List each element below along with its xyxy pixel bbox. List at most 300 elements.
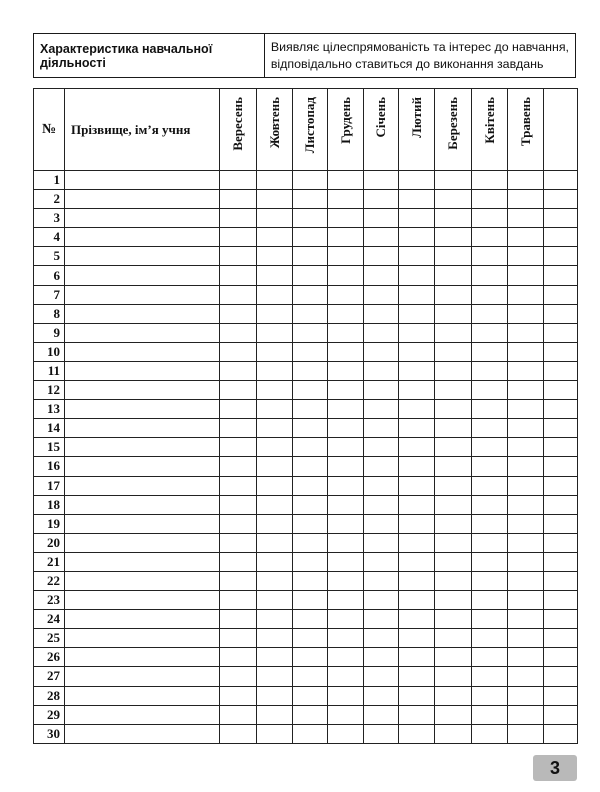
month-cell[interactable] bbox=[399, 552, 435, 571]
month-cell[interactable] bbox=[435, 323, 472, 342]
month-cell[interactable] bbox=[544, 648, 578, 667]
month-cell[interactable] bbox=[364, 419, 399, 438]
student-name-cell[interactable] bbox=[65, 323, 220, 342]
month-cell[interactable] bbox=[293, 438, 328, 457]
month-cell[interactable] bbox=[399, 610, 435, 629]
month-cell[interactable] bbox=[544, 514, 578, 533]
student-name-cell[interactable] bbox=[65, 171, 220, 190]
month-cell[interactable] bbox=[364, 724, 399, 743]
month-cell[interactable] bbox=[508, 610, 544, 629]
month-cell[interactable] bbox=[472, 266, 508, 285]
month-cell[interactable] bbox=[257, 171, 293, 190]
month-cell[interactable] bbox=[435, 667, 472, 686]
student-name-cell[interactable] bbox=[65, 304, 220, 323]
student-name-cell[interactable] bbox=[65, 724, 220, 743]
month-cell[interactable] bbox=[472, 705, 508, 724]
month-cell[interactable] bbox=[399, 381, 435, 400]
month-cell[interactable] bbox=[399, 438, 435, 457]
month-cell[interactable] bbox=[472, 686, 508, 705]
month-cell[interactable] bbox=[399, 171, 435, 190]
month-cell[interactable] bbox=[435, 495, 472, 514]
month-cell[interactable] bbox=[257, 361, 293, 380]
month-cell[interactable] bbox=[544, 190, 578, 209]
month-cell[interactable] bbox=[508, 190, 544, 209]
student-name-cell[interactable] bbox=[65, 514, 220, 533]
month-cell[interactable] bbox=[544, 438, 578, 457]
month-cell[interactable] bbox=[435, 342, 472, 361]
month-cell[interactable] bbox=[364, 438, 399, 457]
student-name-cell[interactable] bbox=[65, 209, 220, 228]
month-cell[interactable] bbox=[257, 438, 293, 457]
month-cell[interactable] bbox=[472, 648, 508, 667]
month-cell[interactable] bbox=[435, 629, 472, 648]
month-cell[interactable] bbox=[220, 323, 257, 342]
month-cell[interactable] bbox=[508, 438, 544, 457]
month-cell[interactable] bbox=[293, 228, 328, 247]
month-cell[interactable] bbox=[364, 571, 399, 590]
month-cell[interactable] bbox=[328, 190, 364, 209]
student-name-cell[interactable] bbox=[65, 438, 220, 457]
month-cell[interactable] bbox=[328, 476, 364, 495]
month-cell[interactable] bbox=[472, 247, 508, 266]
month-cell[interactable] bbox=[472, 457, 508, 476]
month-cell[interactable] bbox=[293, 533, 328, 552]
month-cell[interactable] bbox=[328, 400, 364, 419]
student-name-cell[interactable] bbox=[65, 591, 220, 610]
month-cell[interactable] bbox=[472, 552, 508, 571]
month-cell[interactable] bbox=[472, 190, 508, 209]
month-cell[interactable] bbox=[220, 171, 257, 190]
month-cell[interactable] bbox=[293, 190, 328, 209]
month-cell[interactable] bbox=[257, 304, 293, 323]
month-cell[interactable] bbox=[293, 247, 328, 266]
month-cell[interactable] bbox=[399, 285, 435, 304]
month-cell[interactable] bbox=[293, 304, 328, 323]
month-cell[interactable] bbox=[472, 591, 508, 610]
month-cell[interactable] bbox=[544, 342, 578, 361]
month-cell[interactable] bbox=[435, 285, 472, 304]
month-cell[interactable] bbox=[399, 342, 435, 361]
month-cell[interactable] bbox=[508, 285, 544, 304]
month-cell[interactable] bbox=[472, 571, 508, 590]
month-cell[interactable] bbox=[435, 361, 472, 380]
month-cell[interactable] bbox=[399, 304, 435, 323]
month-cell[interactable] bbox=[328, 285, 364, 304]
month-cell[interactable] bbox=[508, 323, 544, 342]
month-cell[interactable] bbox=[544, 247, 578, 266]
student-name-cell[interactable] bbox=[65, 705, 220, 724]
month-cell[interactable] bbox=[257, 323, 293, 342]
month-cell[interactable] bbox=[544, 171, 578, 190]
month-cell[interactable] bbox=[293, 591, 328, 610]
student-name-cell[interactable] bbox=[65, 571, 220, 590]
month-cell[interactable] bbox=[328, 610, 364, 629]
month-cell[interactable] bbox=[220, 438, 257, 457]
student-name-cell[interactable] bbox=[65, 285, 220, 304]
month-cell[interactable] bbox=[328, 247, 364, 266]
month-cell[interactable] bbox=[472, 304, 508, 323]
month-cell[interactable] bbox=[257, 247, 293, 266]
month-cell[interactable] bbox=[508, 571, 544, 590]
month-cell[interactable] bbox=[399, 533, 435, 552]
month-cell[interactable] bbox=[435, 419, 472, 438]
month-cell[interactable] bbox=[508, 171, 544, 190]
month-cell[interactable] bbox=[544, 533, 578, 552]
month-cell[interactable] bbox=[472, 610, 508, 629]
month-cell[interactable] bbox=[220, 381, 257, 400]
month-cell[interactable] bbox=[399, 629, 435, 648]
month-cell[interactable] bbox=[435, 610, 472, 629]
month-cell[interactable] bbox=[364, 591, 399, 610]
month-cell[interactable] bbox=[257, 552, 293, 571]
month-cell[interactable] bbox=[220, 705, 257, 724]
month-cell[interactable] bbox=[257, 190, 293, 209]
month-cell[interactable] bbox=[257, 400, 293, 419]
student-name-cell[interactable] bbox=[65, 629, 220, 648]
month-cell[interactable] bbox=[328, 686, 364, 705]
month-cell[interactable] bbox=[257, 209, 293, 228]
student-name-cell[interactable] bbox=[65, 247, 220, 266]
month-cell[interactable] bbox=[508, 400, 544, 419]
month-cell[interactable] bbox=[508, 476, 544, 495]
month-cell[interactable] bbox=[399, 495, 435, 514]
month-cell[interactable] bbox=[399, 209, 435, 228]
month-cell[interactable] bbox=[472, 629, 508, 648]
month-cell[interactable] bbox=[435, 591, 472, 610]
month-cell[interactable] bbox=[364, 476, 399, 495]
month-cell[interactable] bbox=[293, 209, 328, 228]
month-cell[interactable] bbox=[257, 610, 293, 629]
month-cell[interactable] bbox=[508, 342, 544, 361]
month-cell[interactable] bbox=[257, 667, 293, 686]
month-cell[interactable] bbox=[220, 571, 257, 590]
month-cell[interactable] bbox=[328, 724, 364, 743]
month-cell[interactable] bbox=[435, 476, 472, 495]
month-cell[interactable] bbox=[435, 552, 472, 571]
month-cell[interactable] bbox=[399, 667, 435, 686]
month-cell[interactable] bbox=[544, 457, 578, 476]
month-cell[interactable] bbox=[364, 514, 399, 533]
month-cell[interactable] bbox=[328, 438, 364, 457]
student-name-cell[interactable] bbox=[65, 686, 220, 705]
month-cell[interactable] bbox=[472, 419, 508, 438]
month-cell[interactable] bbox=[508, 591, 544, 610]
month-cell[interactable] bbox=[435, 247, 472, 266]
month-cell[interactable] bbox=[508, 228, 544, 247]
month-cell[interactable] bbox=[472, 285, 508, 304]
student-name-cell[interactable] bbox=[65, 533, 220, 552]
month-cell[interactable] bbox=[508, 667, 544, 686]
month-cell[interactable] bbox=[364, 304, 399, 323]
month-cell[interactable] bbox=[472, 667, 508, 686]
month-cell[interactable] bbox=[399, 457, 435, 476]
month-cell[interactable] bbox=[472, 171, 508, 190]
month-cell[interactable] bbox=[220, 342, 257, 361]
month-cell[interactable] bbox=[435, 724, 472, 743]
month-cell[interactable] bbox=[257, 629, 293, 648]
month-cell[interactable] bbox=[544, 304, 578, 323]
month-cell[interactable] bbox=[257, 476, 293, 495]
month-cell[interactable] bbox=[544, 419, 578, 438]
month-cell[interactable] bbox=[399, 361, 435, 380]
month-cell[interactable] bbox=[399, 266, 435, 285]
month-cell[interactable] bbox=[293, 361, 328, 380]
month-cell[interactable] bbox=[293, 514, 328, 533]
month-cell[interactable] bbox=[257, 228, 293, 247]
month-cell[interactable] bbox=[508, 686, 544, 705]
month-cell[interactable] bbox=[472, 400, 508, 419]
month-cell[interactable] bbox=[328, 552, 364, 571]
month-cell[interactable] bbox=[220, 419, 257, 438]
month-cell[interactable] bbox=[508, 266, 544, 285]
month-cell[interactable] bbox=[257, 266, 293, 285]
month-cell[interactable] bbox=[435, 571, 472, 590]
month-cell[interactable] bbox=[257, 457, 293, 476]
month-cell[interactable] bbox=[472, 323, 508, 342]
month-cell[interactable] bbox=[257, 285, 293, 304]
month-cell[interactable] bbox=[544, 361, 578, 380]
month-cell[interactable] bbox=[293, 171, 328, 190]
month-cell[interactable] bbox=[399, 648, 435, 667]
month-cell[interactable] bbox=[544, 686, 578, 705]
month-cell[interactable] bbox=[508, 648, 544, 667]
student-name-cell[interactable] bbox=[65, 400, 220, 419]
month-cell[interactable] bbox=[220, 610, 257, 629]
month-cell[interactable] bbox=[364, 171, 399, 190]
month-cell[interactable] bbox=[399, 724, 435, 743]
month-cell[interactable] bbox=[435, 400, 472, 419]
month-cell[interactable] bbox=[293, 342, 328, 361]
month-cell[interactable] bbox=[435, 514, 472, 533]
month-cell[interactable] bbox=[257, 705, 293, 724]
month-cell[interactable] bbox=[399, 400, 435, 419]
student-name-cell[interactable] bbox=[65, 381, 220, 400]
student-name-cell[interactable] bbox=[65, 190, 220, 209]
month-cell[interactable] bbox=[508, 304, 544, 323]
month-cell[interactable] bbox=[399, 686, 435, 705]
month-cell[interactable] bbox=[328, 457, 364, 476]
month-cell[interactable] bbox=[435, 304, 472, 323]
month-cell[interactable] bbox=[328, 705, 364, 724]
student-name-cell[interactable] bbox=[65, 361, 220, 380]
month-cell[interactable] bbox=[399, 323, 435, 342]
month-cell[interactable] bbox=[364, 686, 399, 705]
month-cell[interactable] bbox=[399, 591, 435, 610]
month-cell[interactable] bbox=[364, 228, 399, 247]
month-cell[interactable] bbox=[399, 705, 435, 724]
month-cell[interactable] bbox=[472, 342, 508, 361]
month-cell[interactable] bbox=[472, 228, 508, 247]
month-cell[interactable] bbox=[472, 438, 508, 457]
month-cell[interactable] bbox=[328, 323, 364, 342]
month-cell[interactable] bbox=[293, 552, 328, 571]
month-cell[interactable] bbox=[293, 266, 328, 285]
month-cell[interactable] bbox=[293, 457, 328, 476]
month-cell[interactable] bbox=[399, 228, 435, 247]
month-cell[interactable] bbox=[435, 705, 472, 724]
month-cell[interactable] bbox=[508, 361, 544, 380]
month-cell[interactable] bbox=[293, 648, 328, 667]
month-cell[interactable] bbox=[508, 514, 544, 533]
month-cell[interactable] bbox=[364, 705, 399, 724]
month-cell[interactable] bbox=[544, 591, 578, 610]
month-cell[interactable] bbox=[220, 724, 257, 743]
month-cell[interactable] bbox=[220, 361, 257, 380]
month-cell[interactable] bbox=[220, 190, 257, 209]
month-cell[interactable] bbox=[544, 266, 578, 285]
student-name-cell[interactable] bbox=[65, 342, 220, 361]
month-cell[interactable] bbox=[508, 552, 544, 571]
month-cell[interactable] bbox=[435, 457, 472, 476]
month-cell[interactable] bbox=[293, 285, 328, 304]
month-cell[interactable] bbox=[220, 400, 257, 419]
month-cell[interactable] bbox=[220, 266, 257, 285]
month-cell[interactable] bbox=[435, 533, 472, 552]
month-cell[interactable] bbox=[364, 457, 399, 476]
student-name-cell[interactable] bbox=[65, 495, 220, 514]
month-cell[interactable] bbox=[364, 533, 399, 552]
month-cell[interactable] bbox=[364, 648, 399, 667]
month-cell[interactable] bbox=[508, 629, 544, 648]
month-cell[interactable] bbox=[328, 228, 364, 247]
month-cell[interactable] bbox=[328, 629, 364, 648]
month-cell[interactable] bbox=[293, 476, 328, 495]
month-cell[interactable] bbox=[472, 476, 508, 495]
month-cell[interactable] bbox=[293, 381, 328, 400]
month-cell[interactable] bbox=[364, 667, 399, 686]
month-cell[interactable] bbox=[472, 361, 508, 380]
month-cell[interactable] bbox=[220, 495, 257, 514]
month-cell[interactable] bbox=[220, 209, 257, 228]
month-cell[interactable] bbox=[293, 495, 328, 514]
month-cell[interactable] bbox=[220, 648, 257, 667]
month-cell[interactable] bbox=[220, 667, 257, 686]
month-cell[interactable] bbox=[364, 381, 399, 400]
month-cell[interactable] bbox=[364, 190, 399, 209]
month-cell[interactable] bbox=[399, 514, 435, 533]
month-cell[interactable] bbox=[544, 381, 578, 400]
month-cell[interactable] bbox=[220, 304, 257, 323]
month-cell[interactable] bbox=[328, 571, 364, 590]
month-cell[interactable] bbox=[508, 457, 544, 476]
month-cell[interactable] bbox=[508, 209, 544, 228]
month-cell[interactable] bbox=[257, 419, 293, 438]
student-name-cell[interactable] bbox=[65, 648, 220, 667]
month-cell[interactable] bbox=[435, 381, 472, 400]
month-cell[interactable] bbox=[472, 209, 508, 228]
month-cell[interactable] bbox=[328, 533, 364, 552]
month-cell[interactable] bbox=[364, 209, 399, 228]
month-cell[interactable] bbox=[220, 476, 257, 495]
month-cell[interactable] bbox=[544, 323, 578, 342]
month-cell[interactable] bbox=[435, 190, 472, 209]
month-cell[interactable] bbox=[399, 247, 435, 266]
month-cell[interactable] bbox=[544, 228, 578, 247]
month-cell[interactable] bbox=[364, 610, 399, 629]
month-cell[interactable] bbox=[257, 591, 293, 610]
month-cell[interactable] bbox=[220, 686, 257, 705]
month-cell[interactable] bbox=[508, 495, 544, 514]
student-name-cell[interactable] bbox=[65, 610, 220, 629]
month-cell[interactable] bbox=[544, 667, 578, 686]
month-cell[interactable] bbox=[293, 571, 328, 590]
month-cell[interactable] bbox=[508, 705, 544, 724]
month-cell[interactable] bbox=[220, 285, 257, 304]
month-cell[interactable] bbox=[328, 381, 364, 400]
month-cell[interactable] bbox=[364, 400, 399, 419]
month-cell[interactable] bbox=[293, 667, 328, 686]
month-cell[interactable] bbox=[328, 304, 364, 323]
month-cell[interactable] bbox=[328, 419, 364, 438]
month-cell[interactable] bbox=[544, 285, 578, 304]
month-cell[interactable] bbox=[328, 591, 364, 610]
month-cell[interactable] bbox=[364, 323, 399, 342]
month-cell[interactable] bbox=[328, 266, 364, 285]
month-cell[interactable] bbox=[435, 648, 472, 667]
month-cell[interactable] bbox=[544, 705, 578, 724]
month-cell[interactable] bbox=[328, 361, 364, 380]
student-name-cell[interactable] bbox=[65, 457, 220, 476]
month-cell[interactable] bbox=[220, 228, 257, 247]
month-cell[interactable] bbox=[328, 648, 364, 667]
student-name-cell[interactable] bbox=[65, 266, 220, 285]
month-cell[interactable] bbox=[472, 495, 508, 514]
month-cell[interactable] bbox=[544, 629, 578, 648]
student-name-cell[interactable] bbox=[65, 228, 220, 247]
month-cell[interactable] bbox=[364, 247, 399, 266]
month-cell[interactable] bbox=[508, 724, 544, 743]
month-cell[interactable] bbox=[257, 514, 293, 533]
month-cell[interactable] bbox=[435, 171, 472, 190]
month-cell[interactable] bbox=[364, 552, 399, 571]
month-cell[interactable] bbox=[435, 209, 472, 228]
month-cell[interactable] bbox=[364, 342, 399, 361]
month-cell[interactable] bbox=[220, 591, 257, 610]
month-cell[interactable] bbox=[435, 438, 472, 457]
month-cell[interactable] bbox=[293, 629, 328, 648]
month-cell[interactable] bbox=[544, 495, 578, 514]
month-cell[interactable] bbox=[328, 342, 364, 361]
month-cell[interactable] bbox=[220, 629, 257, 648]
student-name-cell[interactable] bbox=[65, 476, 220, 495]
month-cell[interactable] bbox=[508, 419, 544, 438]
month-cell[interactable] bbox=[220, 247, 257, 266]
month-cell[interactable] bbox=[364, 629, 399, 648]
month-cell[interactable] bbox=[293, 419, 328, 438]
month-cell[interactable] bbox=[472, 533, 508, 552]
month-cell[interactable] bbox=[399, 476, 435, 495]
month-cell[interactable] bbox=[293, 400, 328, 419]
month-cell[interactable] bbox=[544, 610, 578, 629]
month-cell[interactable] bbox=[257, 381, 293, 400]
month-cell[interactable] bbox=[399, 190, 435, 209]
month-cell[interactable] bbox=[328, 209, 364, 228]
month-cell[interactable] bbox=[257, 342, 293, 361]
month-cell[interactable] bbox=[257, 533, 293, 552]
month-cell[interactable] bbox=[328, 514, 364, 533]
month-cell[interactable] bbox=[544, 724, 578, 743]
month-cell[interactable] bbox=[435, 686, 472, 705]
month-cell[interactable] bbox=[293, 724, 328, 743]
month-cell[interactable] bbox=[544, 209, 578, 228]
month-cell[interactable] bbox=[293, 610, 328, 629]
month-cell[interactable] bbox=[508, 533, 544, 552]
month-cell[interactable] bbox=[364, 266, 399, 285]
month-cell[interactable] bbox=[544, 571, 578, 590]
month-cell[interactable] bbox=[435, 228, 472, 247]
month-cell[interactable] bbox=[472, 381, 508, 400]
month-cell[interactable] bbox=[364, 285, 399, 304]
